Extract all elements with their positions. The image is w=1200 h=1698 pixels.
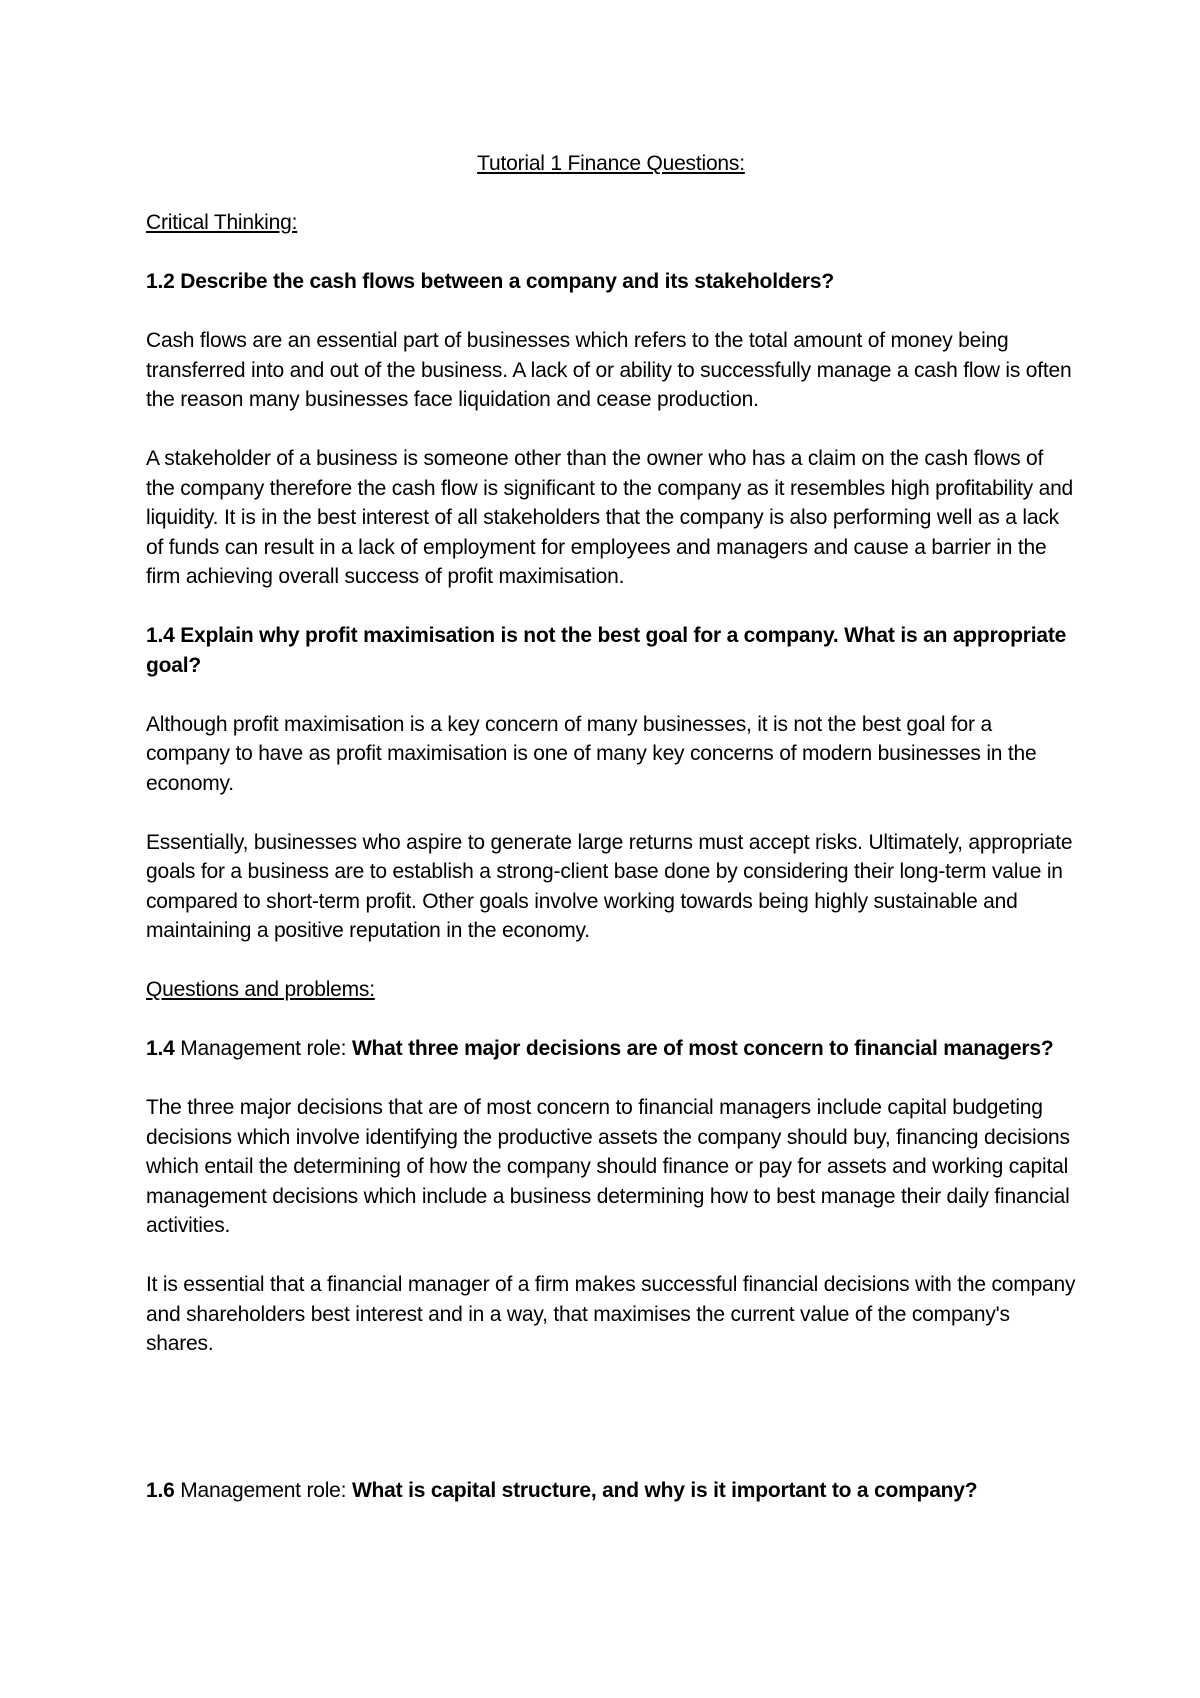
question-role-label: Management role:: [174, 1479, 352, 1502]
answer-1-4-paragraph-2: Essentially, businesses who aspire to generate large returns must accept risks. Ultimately, appropriate goals for a business are to establish a strong-client base done by considering their long-term value in compared to short-term profit. Other goals involve working towards being highly sustainable and maintaining a positive reputation in the economy.: [146, 830, 1073, 942]
answer-1-4-management-paragraph-1: The three major decisions that are of most concern to financial managers include capital budgeting decisions which involve identifying the productive assets the company should buy, financing decisions which entail the determining of how the company should finance or pay for assets and working capital management decisions which include a business determining how to best manage their daily financial activities.: [146, 1096, 1070, 1237]
question-1-6-management: [146, 1476, 1076, 1506]
question-1-4-management: [146, 1034, 1076, 1064]
answer-1-2-paragraph-1: Cash flows are an essential part of businesses which refers to the total amount of money being transferred into and out of the business. A lack of or ability to successfully manage a cash flow is often the reason many businesses face liquidation and cease production.: [146, 329, 1072, 411]
question-number: 1.6: [146, 1479, 175, 1502]
question-number: 1.4: [146, 1037, 175, 1060]
question-1-4-critical: 1.4 Explain why profit maximisation is not the best goal for a company. What is an appropriate goal?: [146, 624, 1067, 677]
question-text: What is capital structure, and why is it important to a company?: [351, 1479, 978, 1502]
answer-1-2-paragraph-2: A stakeholder of a business is someone other than the owner who has a claim on the cash flows of the company therefore the cash flow is significant to the company as it resembles high profitability and liquidity. It is in the best interest of all stakeholders that the company is also performing well as a lack of funds can result in a lack of employment for employees and managers and cause a barrier in the firm achieving overall success of profit maximisation.: [146, 447, 1074, 588]
answer-1-4-paragraph-1: Although profit maximisation is a key concern of many businesses, it is not the best goal for a company to have as profit maximisation is one of many key concerns of modern businesses in the economy.: [146, 712, 1037, 795]
answer-1-4-management-paragraph-2: It is essential that a financial manager of a firm makes successful financial decisions with the company and shareholders best interest and in a way, that maximises the current value of the company's shares.: [146, 1273, 1076, 1355]
question-1-2: 1.2 Describe the cash flows between a company and its stakeholders?: [146, 270, 835, 293]
blank-space: [146, 1388, 1076, 1476]
section-heading-questions-problems: Questions and problems:: [146, 978, 375, 1001]
document-body: [146, 149, 1076, 1535]
page-title: Tutorial 1 Finance Questions:: [477, 152, 745, 175]
question-role-label: Management role:: [174, 1037, 352, 1060]
section-heading-critical-thinking: Critical Thinking:: [146, 211, 298, 234]
question-text: What three major decisions are of most concern to financial managers?: [351, 1037, 1054, 1060]
